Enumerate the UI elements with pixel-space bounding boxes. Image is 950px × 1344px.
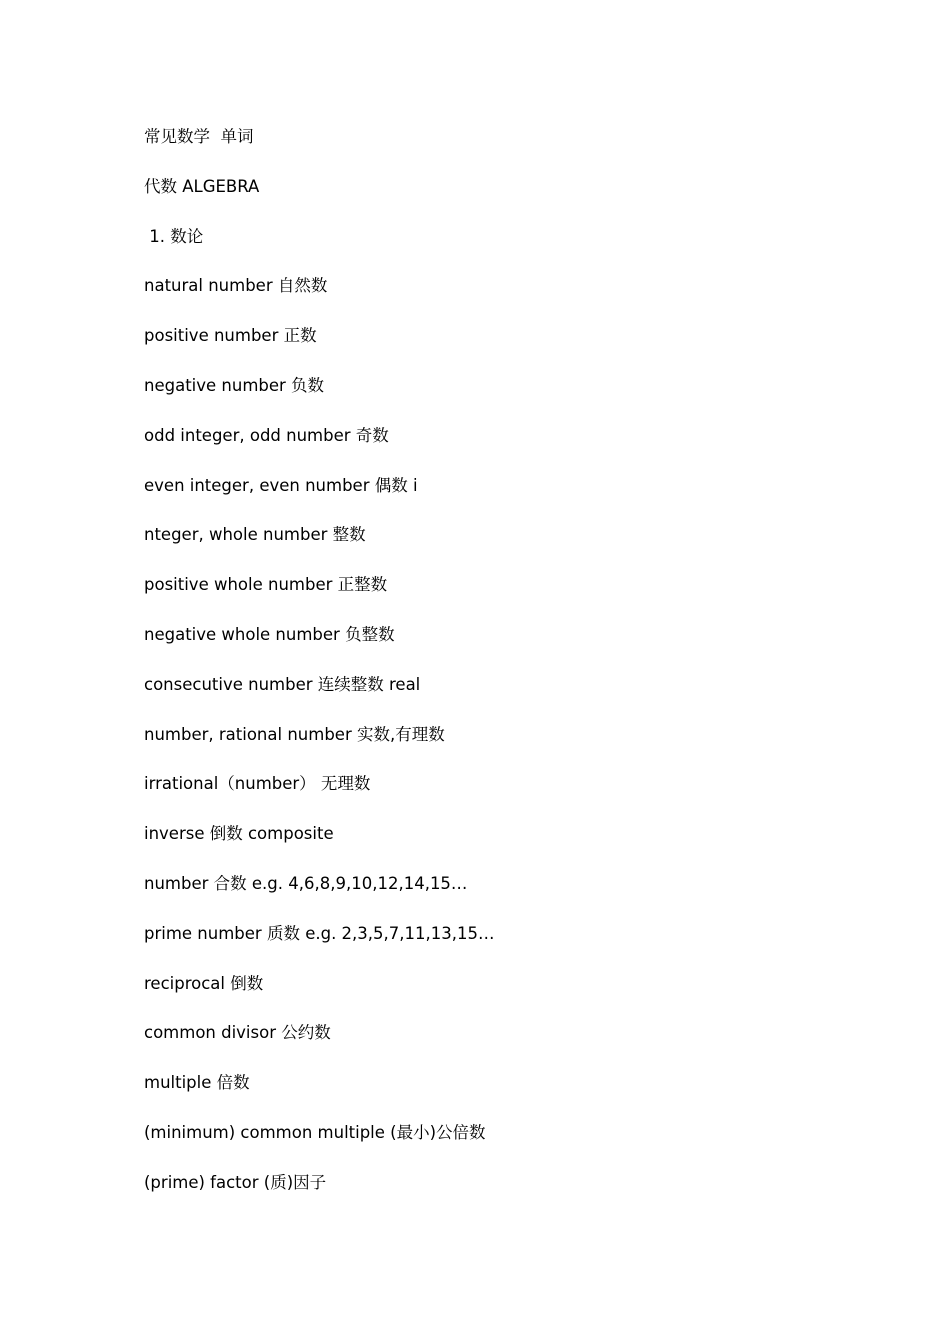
- text-line: number 合数 e.g. 4,6,8,9,10,12,14,15…: [144, 873, 468, 893]
- text-line: irrational（number） 无理数: [144, 774, 371, 794]
- document-body: [144, 124, 844, 1220]
- text-line: even integer, even number 偶数 i: [144, 475, 418, 495]
- text-line: (prime) factor (质)因子: [144, 1172, 327, 1192]
- text-line: nteger, whole number 整数: [144, 525, 366, 545]
- text-line: negative whole number 负整数: [144, 624, 395, 644]
- text-line: positive number 正数: [144, 326, 317, 346]
- document-title: 常见数学 单词: [144, 127, 254, 146]
- text-line: positive whole number 正整数: [144, 575, 388, 595]
- text-line: common divisor 公约数: [144, 1023, 331, 1043]
- text-line: inverse 倒数 composite: [144, 824, 334, 844]
- text-line: (minimum) common multiple (最小)公倍数: [144, 1122, 486, 1142]
- text-line: prime number 质数 e.g. 2,3,5,7,11,13,15…: [144, 923, 495, 943]
- text-line: number, rational number 实数,有理数: [144, 724, 445, 744]
- text-line: negative number 负数: [144, 375, 325, 395]
- section-heading: 代数 ALGEBRA: [144, 176, 260, 196]
- text-line: consecutive number 连续整数 real: [144, 674, 421, 694]
- text-line: reciprocal 倒数: [144, 973, 264, 993]
- text-line: odd integer, odd number 奇数: [144, 425, 389, 445]
- subsection-heading: 1. 数论: [144, 226, 204, 246]
- text-line: multiple 倍数: [144, 1073, 250, 1093]
- text-line: natural number 自然数: [144, 276, 328, 296]
